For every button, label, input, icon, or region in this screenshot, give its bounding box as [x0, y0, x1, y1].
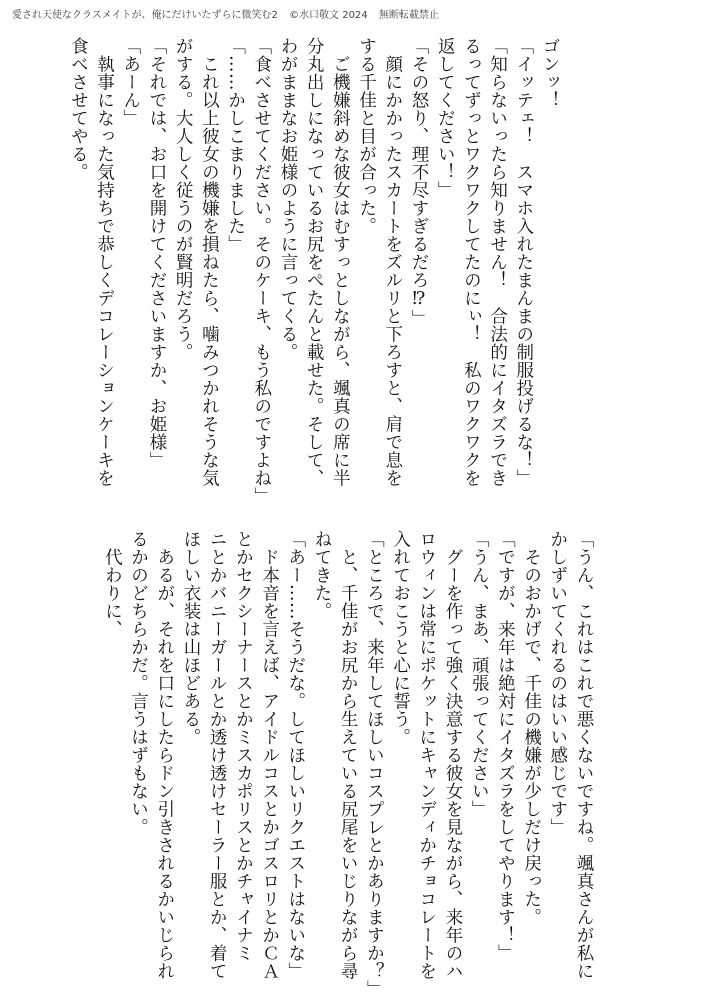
- text-line: かしずいてくれるのはいい感じです」: [547, 530, 568, 836]
- text-line: する千佳と目が合った。: [356, 37, 377, 235]
- copyright-notice: ©水口敬文 2024: [289, 10, 368, 21]
- text-block-top: [65, 37, 563, 507]
- text-line: 「……かしこまりました」: [225, 37, 246, 253]
- text-line: るってずっとワクワクしてたのにぃ！ 私のワクワクを: [461, 37, 482, 487]
- text-line: 「それでは、お口を開けてくださいますか、お姫様」: [146, 37, 167, 469]
- text-line: 「あー……そうだな。してほしいリクエストはないな」: [285, 530, 306, 980]
- text-line: 「うん、これはこれで悪くないですね。颯真さんが私に: [574, 530, 594, 980]
- text-line: ほしい衣装は山ほどある。: [180, 530, 201, 746]
- text-line: 「食べさせてください。そのケーキ、もう私のですよね」: [251, 37, 272, 505]
- text-line: 「ですが、来年は絶対にイタズラをしてやります！」: [495, 530, 516, 962]
- text-line: がする。大人しく従うのが賢明だろう。: [173, 37, 194, 361]
- text-line: 食べさせてやる。: [68, 37, 89, 181]
- reprint-notice: 無断転載禁止: [378, 10, 439, 21]
- text-line: 執事になった気持ちで恭しくデコレーションケーキを: [94, 37, 115, 487]
- text-line: 返してください！」: [435, 37, 456, 199]
- text-line: ゴンッ！: [540, 37, 560, 109]
- text-line: 代わりに、: [102, 530, 123, 638]
- text-line: ド本音を言えば、アイドルコスとかゴスロリとかＣＡ: [259, 530, 280, 980]
- text-line: 「うん、まあ、頑張ってください」: [469, 530, 490, 818]
- text-line: グーを作って強く決意する彼女を見ながら、来年のハ: [442, 530, 463, 980]
- text-line: ご機嫌斜めな彼女はむすっとしながら、颯真の席に半: [330, 37, 351, 487]
- text-line: と、千佳がお尻から生えている尻尾をいじりながら尋: [338, 530, 359, 980]
- text-line: ねてきた。: [311, 530, 332, 620]
- text-line: そのおかげで、千佳の機嫌が少しだけ戻った。: [521, 530, 542, 926]
- book-title: 愛され天使なクラスメイトが、俺にだけいたずらに微笑む2: [12, 10, 278, 21]
- text-block-bottom: [99, 530, 597, 998]
- text-line: 「知らないったら知りません！ 合法的にイタズラでき: [487, 37, 508, 487]
- running-header: [12, 6, 447, 21]
- text-line: これ以上彼女の機嫌を損ねたら、噛みつかれそうな気: [199, 37, 220, 487]
- text-line: 「イッテェ！ スマホ入れたまんまの制服投げるな！」: [513, 37, 534, 487]
- text-line: 「ところで、来年してほしいコスプレとかありますか？」: [364, 530, 385, 998]
- text-line: 入れておこうと心に誓う。: [390, 530, 411, 746]
- text-line: 顔にかかったスカートをズルリと下ろすと、肩で息を: [382, 37, 403, 487]
- text-line: ロウィンは常にポケットにキャンディかチョコレートを: [416, 530, 437, 980]
- text-line: あるが、それを口にしたらドン引きされるかいじられ: [154, 530, 175, 980]
- text-line: わがままなお姫様のように言ってくる。: [277, 37, 298, 361]
- text-line: 「その怒り、理不尽すぎるだろ⁉」: [408, 37, 429, 328]
- text-line: るかのどちらかだ。言うはずもない。: [128, 530, 149, 836]
- text-line: 「あーん」: [120, 37, 141, 127]
- text-line: 分丸出しになっているお尻をぺたんと載せた。そして、: [304, 37, 325, 487]
- text-line: ニとかバニーガールとか透け透けセーラー服とか、着て: [207, 530, 228, 980]
- text-line: とかセクシーナースとかミスカポリスとかチャイナミ: [233, 530, 254, 962]
